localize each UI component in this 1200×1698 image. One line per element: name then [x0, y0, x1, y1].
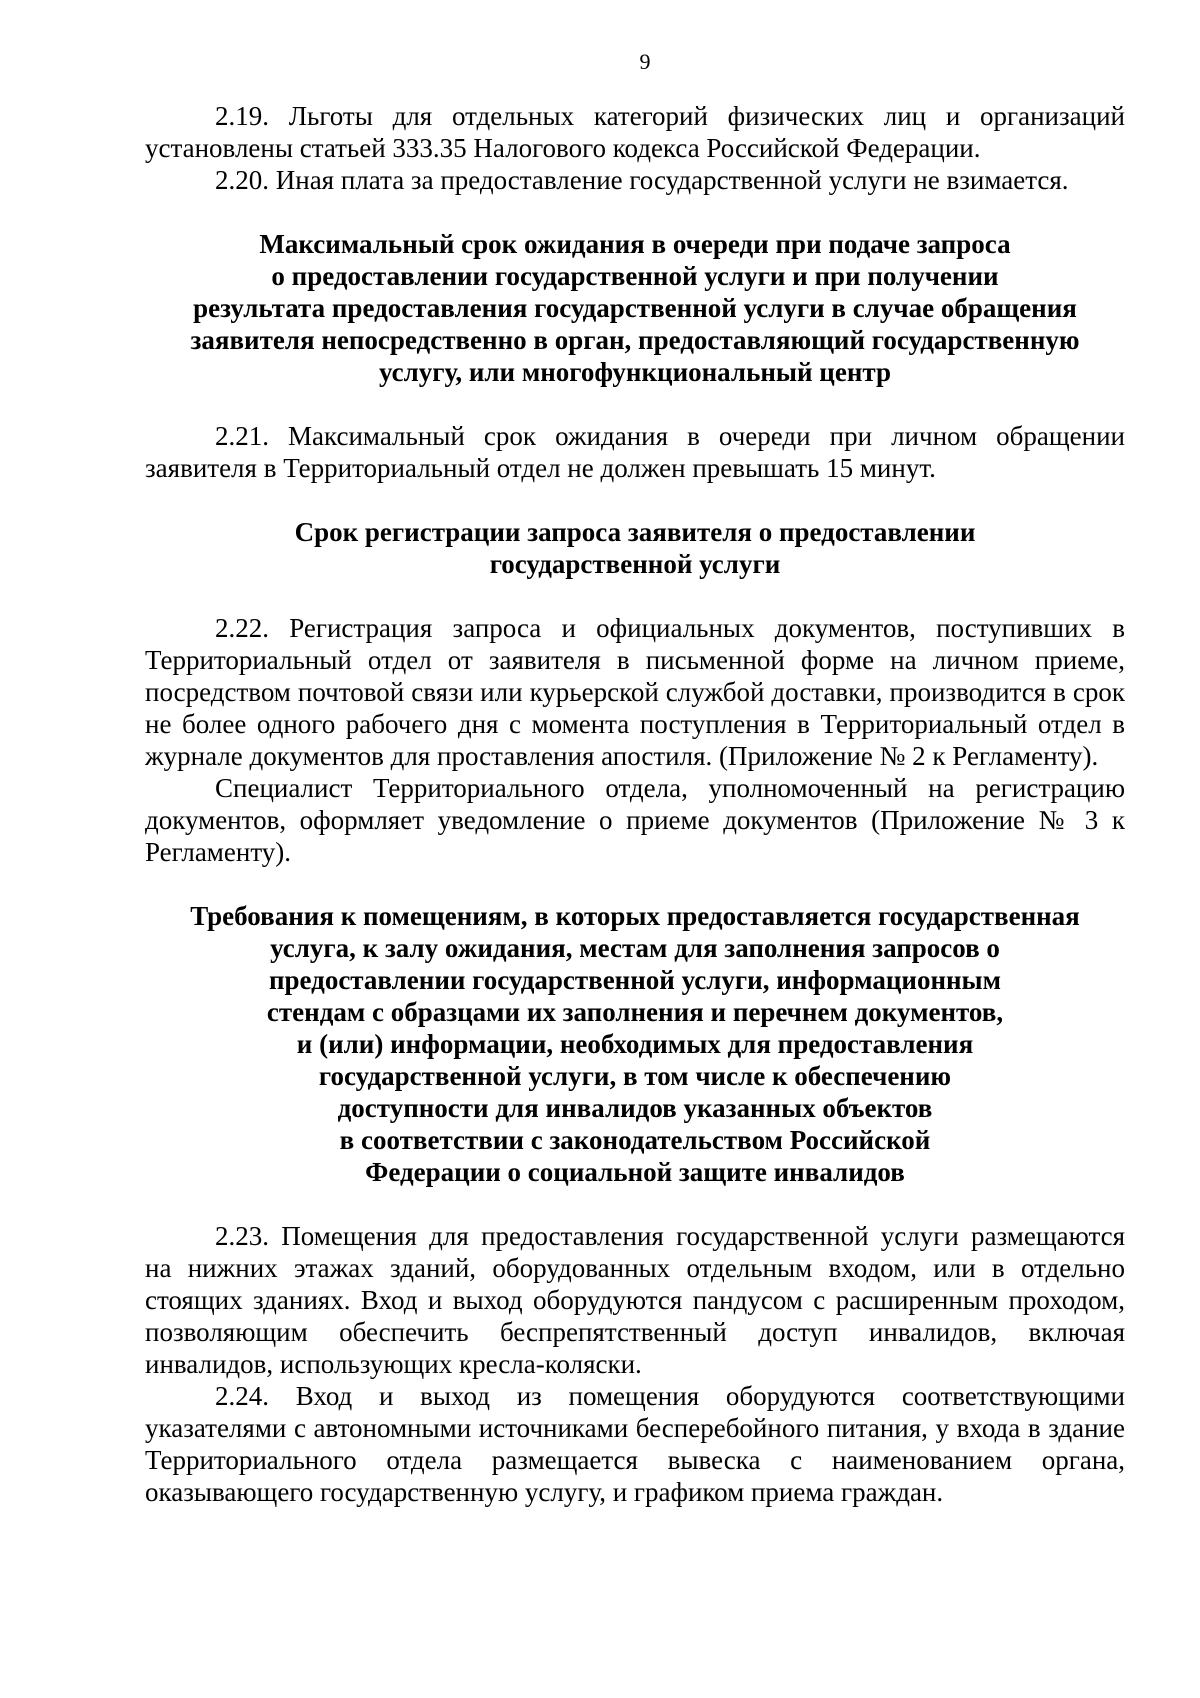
- section-fees: [145, 100, 1125, 196]
- heading-line: заявителя непосредственно в орган, предоставляющий государственную: [190, 325, 1080, 355]
- paragraph-specialist: Специалист Территориального отдела, уполномоченный на регистрацию документов, оформляет уведомление о приеме документов (Приложение № 3 к Регламенту).: [145, 773, 1125, 867]
- heading-line: государственной услуги, в том числе к обеспечению: [318, 1061, 952, 1091]
- heading-line: предоставлении государственной услуги, информационным: [268, 965, 1002, 995]
- paragraph-2-24: 2.24. Вход и выход из помещения оборудуются соответствующими указателями с автономными источниками бесперебойного питания, у входа в здание Территориального отдела размещается вывеска с наименованием органа, оказывающего государственную услугу, и графиком приема граждан.: [145, 1381, 1125, 1507]
- heading-line: доступности для инвалидов указанных объектов: [337, 1093, 933, 1123]
- paragraph-2-23: 2.23. Помещения для предоставления государственной услуги размещаются на нижних этажах зданий, оборудованных отдельным входом, или в отдельно стоящих зданиях. Вход и выход оборудуются пандусом с расширенным проходом, позволяющим обеспечить беспрепятственный доступ инвалидов, включая инвалидов, использующих кресла-коляски.: [145, 1221, 1125, 1379]
- page-number: 9: [639, 49, 651, 74]
- heading-line: государственной услуги: [489, 549, 781, 579]
- section-body: [145, 612, 1125, 868]
- paragraph-2-22: 2.22. Регистрация запроса и официальных документов, поступивших в Территориальный отдел от заявителя в письменной форме на личном приеме, посредством почтовой связи или курьерской службой доставки, производится в срок не более одного рабочего дня с момента поступления в Территориальный отдел в журнале документов для проставления апостиля. (Приложение № 2 к Регламенту).: [145, 613, 1125, 771]
- section-waiting-time: [145, 228, 1125, 484]
- section-body: [145, 420, 1125, 484]
- heading-line: услугу, или многофункциональный центр: [378, 357, 891, 387]
- paragraph-2-20: 2.20. Иная плата за предоставление государственной услуги не взимается.: [215, 165, 1069, 195]
- heading-line: Требования к помещениям, в которых предоставляется государственная: [190, 901, 1080, 931]
- section-heading-premises-requirements: [145, 900, 1125, 1188]
- heading-line: и (или) информации, необходимых для предоставления: [296, 1029, 974, 1059]
- section-heading-waiting-time: [145, 228, 1125, 388]
- heading-line: Срок регистрации запроса заявителя о предоставлении: [294, 517, 976, 547]
- heading-line: в соответствии с законодательством Российской: [339, 1125, 931, 1155]
- heading-line: Федерации о социальной защите инвалидов: [365, 1157, 905, 1187]
- section-registration-term: [145, 516, 1125, 868]
- section-heading-registration-term: [145, 516, 1125, 580]
- heading-line: о предоставлении государственной услуги и при получении: [271, 261, 999, 291]
- heading-line: стендам с образцами их заполнения и перечнем документов,: [266, 997, 1004, 1027]
- paragraph-2-19: 2.19. Льготы для отдельных категорий физических лиц и организаций установлены статьей 333.35 Налогового кодекса Российской Федерации.: [145, 101, 1125, 163]
- heading-line: услуга, к залу ожидания, местам для заполнения запросов о: [270, 933, 1000, 963]
- heading-line: Максимальный срок ожидания в очереди при подаче запроса: [259, 229, 1011, 259]
- section-body: [145, 1220, 1125, 1508]
- paragraph-2-21: 2.21. Максимальный срок ожидания в очереди при личном обращении заявителя в Территориальный отдел не должен превышать 15 минут.: [145, 421, 1125, 483]
- section-premises-requirements: [145, 900, 1125, 1508]
- heading-line: результата предоставления государственной услуги в случае обращения: [193, 293, 1077, 323]
